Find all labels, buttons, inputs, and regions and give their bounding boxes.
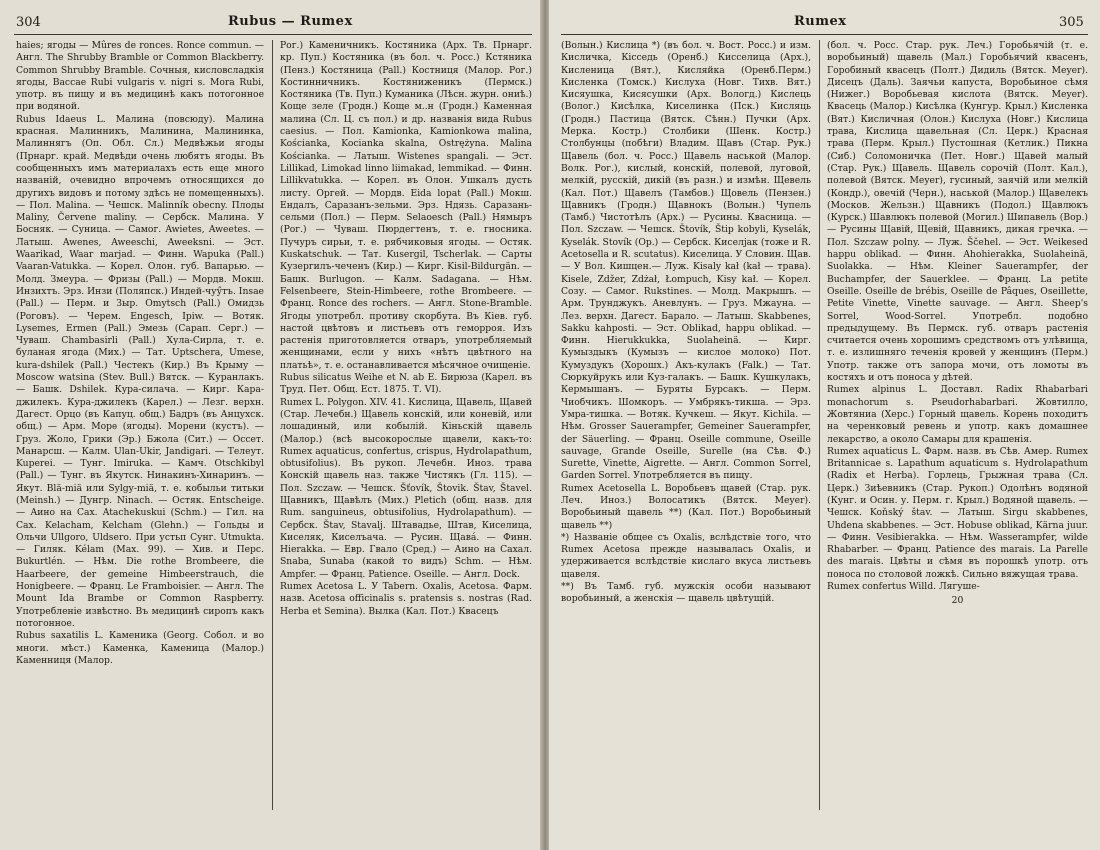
right-header-rule	[561, 34, 1088, 35]
right-column-1	[561, 40, 811, 840]
left-page-header	[0, 14, 543, 34]
right-page-number: 305	[1059, 15, 1084, 30]
left-running-title: Rubus — Rumex	[228, 14, 353, 29]
left-page	[0, 0, 543, 850]
left-header-rule	[14, 34, 532, 35]
entry-rubus-saxatilis: Rubus saxatilis L. Каменика (Georg. Собол. и во многи. мѣст.) Каменка, Каменица (Малор.) Каменниця (Малор.	[16, 630, 264, 666]
entry-rumex-acetosa: Rumex Acetosa L. У Tabern. Oxalis, Acetosa. Фарм. назв. Acetosa officinalis s. pratensis s. nostras (Rad. Herba et Semina). Вылка (Кал. Пот.) Квасецъ	[280, 581, 532, 617]
footnote-2: **) Въ Тамб. губ. мужскія особи называют воробьиный, а женскія — щавель цвѣтущій.	[561, 581, 811, 605]
right-running-title: Rumex	[794, 14, 847, 29]
entry-rumex: Rumex L. Polygon. XIV. 41. Кислица, Щавель, Щавей (Стар. Лечебн.) Щавель конскій, или коневій, или лошадиный, или кобылій. Кiньскій щавель (Малор.) (всѣ высокорослые щавели, какъ-то: Rumex aquaticus, confertus, crispus, Hydrolapathum, obtusifolius). Въ рукоп. Лечебн. Иноз. трава Конскій щавель наз. также Чистякъ (Гл. 115). — Пол. Szczaw. — Чешск. Šťovík, Štovik. Štav, Štavel. Щавникъ, Щавѣлъ (Мих.) Pletich (общ. назв. для Rum. sanguineus, obtusifolius, Hydrolapathum). — Сербск. Štav, Stavalj. Штавадье, Штав, Киселица, Киселяк, Киселъача. — Русин. Щавá. — Финн. Hierakka. — Евр. Гвало (Сред.) — Аино на Сахал. Snaba, Sunaba (какой то видъ) Schm. — Нѣм. Ampfer. — Франц. Patience. Oseille. — Англ. Dock.	[280, 396, 532, 580]
left-column-divider	[272, 40, 273, 810]
entry-rumex-aquaticus: Rumex aquaticus L. Фарм. назв. въ Сѣв. Амер. Rumex Britannicae s. Lapathum aquaticum s. Hydrolapathum (Radix et Herba). Горлець, Грыжная трава (Сл. Церк.) Зиѣевникъ (Стар. Рукоп.) Одолѣнъ водяной (Кунг. и Осин. у. Перм. г. Крыл.) Водяной щавель. — Чешск. Koňský štav. — Латыш. Sirgu skabbenes, Uhdena skabbenes. — Эст. Hobuse oblikad, Kärna juur. — Финн. Vesibierakka. — Нѣм. Wasserampfer, wilde Rhabarber. — Франц. Patience des marais. La Parelle des marais. Цвѣты и сѣмя въ порошкѣ употр. отъ поноса по столовой ложкѣ. Сильно вяжущая трава.	[827, 445, 1088, 580]
left-page-number: 304	[16, 15, 41, 30]
entry-rumex-alpinus: Rumex alpinus L. Доставл. Radix Rhabarbari monachorum s. Pseudorhabarbari. Жовтилло, Жовтяниа (Херс.) Горный щавель. Корень походитъ на черенковый ревень и употр. какъ домашнее лекарство, а около Самары для крашенія.	[827, 384, 1088, 445]
right-column-2	[827, 40, 1088, 840]
entry-rubus-silicatus: Rubus silicatus Weihe et N. ab E. Бирюза (Карел. въ Труд. Пет. Общ. Ест. 1875. Т. VI).	[280, 372, 532, 396]
entry-rubus-idaeus: Rubus Idaeus L. Малина (повсюду). Малина красная. Малинникъ, Малинина, Малининка, Малиннягъ (Оп. Обл. Сл.) Медвѣжьи ягоды (Прнарг. край. Медвѣди очень любятъ ягоды. Въ сообщенныхъ имъ материалахъ есть еще много названій, очевидно впрочемъ относящихся до другихъ видовъ и потому здѣсь не помещенныхъ). — Пол. Malina. — Чешск. Malinník obecny. Плоды Maliny, Červene maliny. — Сербск. Малина. У Босняк. — Суница. — Самог. Awietes, Aweetes. — Латыш. Awenes, Aweeschi, Aweeksni. — Эст. Waarikad, Waar marjad. — Финн. Wapuka (Pall.) Vaaran-Vatukka. — Корел. Олон. губ. Вапарью. — Молд. Змеура. — Фризы (Pall.) — Мордв. Мокш. Инзихтъ. Эрз. Инзи (Поляпск.) Индей-чуӳтъ. Insae (Pall.) — Перм. и Зыр. Omytsch (Pall.) Омидзь (Роговъ). — Черем. Engesch, Ipiw. — Вотяк. Lysemes, Ermen (Pall.) Эмезь (Сарап. Серг.) — Чуваш. Chambasirli (Pall.) Хула-Сирла, т. е. буланая ягода (Мих.) — Тат. Uptschera, Umese, kura-dshilek (Pall.) Честекъ (Кир.) Въ Крыму — Moscow watsina (Stev. Bull.) Вятск. — Куранлакъ. — Башк. Dshilek. Кура-силача. — Кирг. Кара-джилекъ. Кура-джилекъ (Карел.) — Лезг. верхн. Дагест. Орцо (въ Капуц. общ.) Бадръ (въ Анцухск. общ.) — Арм. Морѳ (ягоды). Морени (кустъ). — Груз. Жоло, Грики (Эр.) Бжола (Сит.) — Оссет. Манарсш. — Калм. Ulan-Ukir, Jandigari. — Телеут. Kuperei. — Тунг. Imiruka. — Камч. Otschkibyl (Pall.) — Тунг. въ Якутск. Нинакинъ-Хинаринъ. — Якут. Blä-miä или Sylgy-miä, т. е. кобыльи титьки (Meinsh.) — Дунгр. Ninach. — Остяк. Entscheige. — Аино на Сах. Atachekuskui (Schm.) — Гил. на Сах. Kelacham, Kelcham (Glehn.) — Гольды и Ольчи Ullgoro, Uldsero. При устьп Сунг. Utmukta. — Гиляк. Kélam (Max. 99). — Хив. и Перс. Bukurtlén. — Нѣм. Die rothe Brombeere, die Haarbeere, der gemeine Himbeerstrauch, die Honigbeere. — Франц. Le Framboisier. — Англ. The Mount Ida Brambe or Common Raspberry. Употребленіе извѣстно. Въ медицинѣ сиропъ какъ потогонное.	[16, 113, 264, 629]
entry-text: Рог.) Каменичникъ. Костяника (Арх. Тв. Прнарг. кр. Пуп.) Костяника (въ бол. ч. Росс.) Кстяника (Пенз.) Костяница (Pall.) Костниця (Малор. Рог.) Костинничникъ. Костяниженикъ (Пермск.) Костяника (Тв. Пуп.) Куманика (Лѣсн. журн. ониѣ.) Коще зеле (Гродн.) Коще м..н (Гродн.) Каменная малина (Сл. Ц. съ пол.) и др. названія вида Rubus caesius. — Пол. Kamionka, Kamionkowa malina, Kościanka, Kocianka skalna, Ostrężyna. Malina Kościanka. — Латыш. Wistenes spangali. — Эст. Lillikad, Limokad linno liimakad, lemmikad. — Финн. Lillikvatukka. — Корел. въ Олон. Ушкалъ дусть листу. Оргей. — Мордв. Eida lopat (Pall.) Мокш. Ендалъ, Саразанъ-зельми. Эрз. Ндязь. Саразань-сельми (Пол.) — Перм. Selaoesch (Pall.) Нямыръ (Рог.) — Чуваш. Пюрдегтенъ, т. е. гносника. Пучуръ сирьи, т. е. рябчиковыя ягоды. — Остяк. Kuskatschuk. — Тат. Kusergil, Tscherlak. — Сарты Кузергилъ-чеченъ (Кир.) — Кирг. Kisil-Bildurgän. — Башк. Burlugon. — Калм. Sadagana. — Нѣм. Felsenbeere, Stein-Himbeere, rothe Brombeere. — Франц. Ronce des rochers. — Англ. Stone-Bramble. Ягоды употребл. противу скорбута. Въ Кіев. губ. настой цвѣтовъ и листьевъ отъ геморроя. Изъ растенія приготовляется отваръ, употребляемый женщинами, если у нихъ «нѣтъ цвѣтного на платьѣ», т. е. останавливается мѣсячное очищеніе.	[280, 40, 532, 371]
signature-mark: 20	[951, 595, 964, 607]
entry-text: (Волын.) Кислица *) (въ бол. ч. Вост. Росс.) и изм. Кисличка, Кісседь (Оренб.) Кисселица (Арх.), Кисленица (Вят.), Кисляйка (Оренб.Перм.) Кисленка (Томск.) Кислуха (Новг. Тихв. Вят.) Кисяушка, Кисясушки (Арх. Вологд.) Кислець (Волог.) Кисѣлка, Киселинка (Пск.) Кисляць (Гродн.) Пастица (Вятск. Сѣнн.) Пучки (Арх. Мерка. Костр.) Столбики (Шенк. Костр.) Столбунцы (побѣги) Владим. Щавъ (Стар. Рук.) Щавель (бол. ч. Росс.) Щавель наськой (Малор. Волк. Рог.), кислый, конскій, полевой, луговой, мелкій, русскій, дикій (въ разн.) и измѣн. Щевель (Кал. Пот.) Щавелъ (Тамбов.) Щовель (Пензен.) Щавникъ (Гродн.) Щавнокъ (Волын.) Чупель (Тамб.) Чистотѣлъ (Арх.) — Русины. Квасница. — Пол. Szczaw. — Чешск. Štovík, Štip kobyli, Kyselák, Kyselák. Stovík (Op.) — Сербск. Киселјак (тоже и R. Acetosella и R. scutatus). Киселица. У Словин. Щав. — У Вол. Кишцен.— Луж. Kisaly kał (kał — трава). Kisele, Zdžer, Zdżał, Łompuch, Kisy kał. — Корел. Созу. — Самог. Rukstines. — Молд. Макрышъ. — Арм. Трунджукъ. Аневлунъ. — Груз. Мжауна. — Лез. верхн. Дагест. Барало. — Латыш. Skabbenes, Sakku kahposti. — Эст. Oblikad, happu oblikad. — Финн. Hierukkukka, Suolaheinä. — Кирг. Кумыздыкъ (Кумызъ — кислое молоко) Пот. Кумуздукъ (Хорошх.) Акъ-кулакъ (Falk.) — Тат. Сюркуйрукъ или Куз-галакъ. — Башк. Кушкулакъ, Кермышанъ. — Буряты Бурсакъ. — Перм. Чиобчикъ. Шомкоръ. — Умбрякъ-тикша. — Эрз. Умра-тишка. — Вотяк. Кучкеш. — Якут. Kichila. — Нѣм. Grosser Sauerampfer, Gemeiner Sauerampfer, der Säuerling. — Франц. Oseille commune, Oseille sauvage, Grande Oseille, Surelle (на Сѣв. Ф.) Surette, Vinette, Aigrette. — Англ. Common Sorrel, Garden Sorrel. Употребляется въ пищу.	[561, 40, 811, 482]
right-page	[549, 0, 1100, 850]
entry-text: (бол. ч. Росс. Стар. рук. Леч.) Горобьячій (т. е. воробьиный) щавель (Мал.) Горобьячий квасенъ, Горобиный квасецъ (Полт.) Дидиль (Вятск. Meyer). Дисецъ (Даль). Заячьи капуста, Воробьиное сѣмя (Нижег.) Воробьевая кислота (Вятск. Meyer). Квасець (Малор.) Кисѣлка (Кунгур. Крыл.) Кисленка (Вят.) Кисличная (Олон.) Кислуха (Новг.) Кислица трава, Кислица щавельная (Сл. Церк.) Красная трава (Перм. Крыл.) Пустошная (Кетлик.) Пикна (Сиб.) Соломоничка (Пет. Новг.) Щавей малый (Стар. Рук.) Щавель. Щавель сорочій (Полт. Кал.), полевой (Вятск. Meyer), гусиный, заячій или мелкій (Кондр.), овечій (Черн.), наськой (Малор.) Щавелекъ (Москов. Жельзн.) Щавникъ (Подол.) Щавлюкъ (Курск.) Шавлюкъ полевой (Могил.) Шипавель (Вор.) — Русины Щавій, Щевій, Щавникъ, дикая гречка. — Пол. Szczaw polny. — Луж. Ščehel. — Эст. Weikesed happu oblikad. — Финн. Ahohierakka, Suolaheinä, Suolakka. — Нѣм. Kleiner Sauerampfer, der Buchampfer, der Sauerklee. — Франц. La petite Oseille. Oseille de brébis, Oseille de Pâques, Oseillette, Petite Vinette, Vinette sauvage. — Англ. Sheep's Sorrel, Wood-Sorrel. Употребл. подобно предыдущему. Въ Пермск. губ. отваръ растенія считается очень хорошимъ средствомъ отъ улѣвища, т. е. излишняго теченія кровей у женщинъ (Перм.) Употр. также отъ запора мочи, отъ ломоты въ костяхъ и отъ поноса у дѣтей.	[827, 40, 1088, 384]
right-column-divider	[819, 40, 820, 810]
entry-rumex-acetosella: Rumex Acetosella L. Воробьевъ щавей (Стар. рук. Леч. Иноз.) Волосатикъ (Вятск. Meyer). Воробьиный щавель **) (Кал. Пот.) Воробьиный щавель **)	[561, 482, 811, 531]
left-column-2	[280, 40, 532, 840]
entry-text: haies; ягоды — Mûres de ronces. Ronce commun. — Англ. The Shrubby Bramble or Common Blackberry. Common Shrubby Bramble. Сочныя, кисловсладкія ягоды, Baccae Rubi vulgaris v. nigri s. Mora Rubi, употр. въ пищу и въ медицинѣ какъ потогонное при водяной.	[16, 40, 264, 113]
footnote-1: *) Названіе общее съ Oxalis, вслѣдствіе того, что Rumex Acetosa прежде называлась Oxalis, и удерживается вслѣдствіе кислаго вкуса листьевъ щавеля.	[561, 531, 811, 580]
left-column-1	[16, 40, 264, 840]
right-page-header	[549, 14, 1100, 34]
entry-rumex-confertus: Rumex confertus Willd. Лягуше-	[827, 581, 980, 593]
